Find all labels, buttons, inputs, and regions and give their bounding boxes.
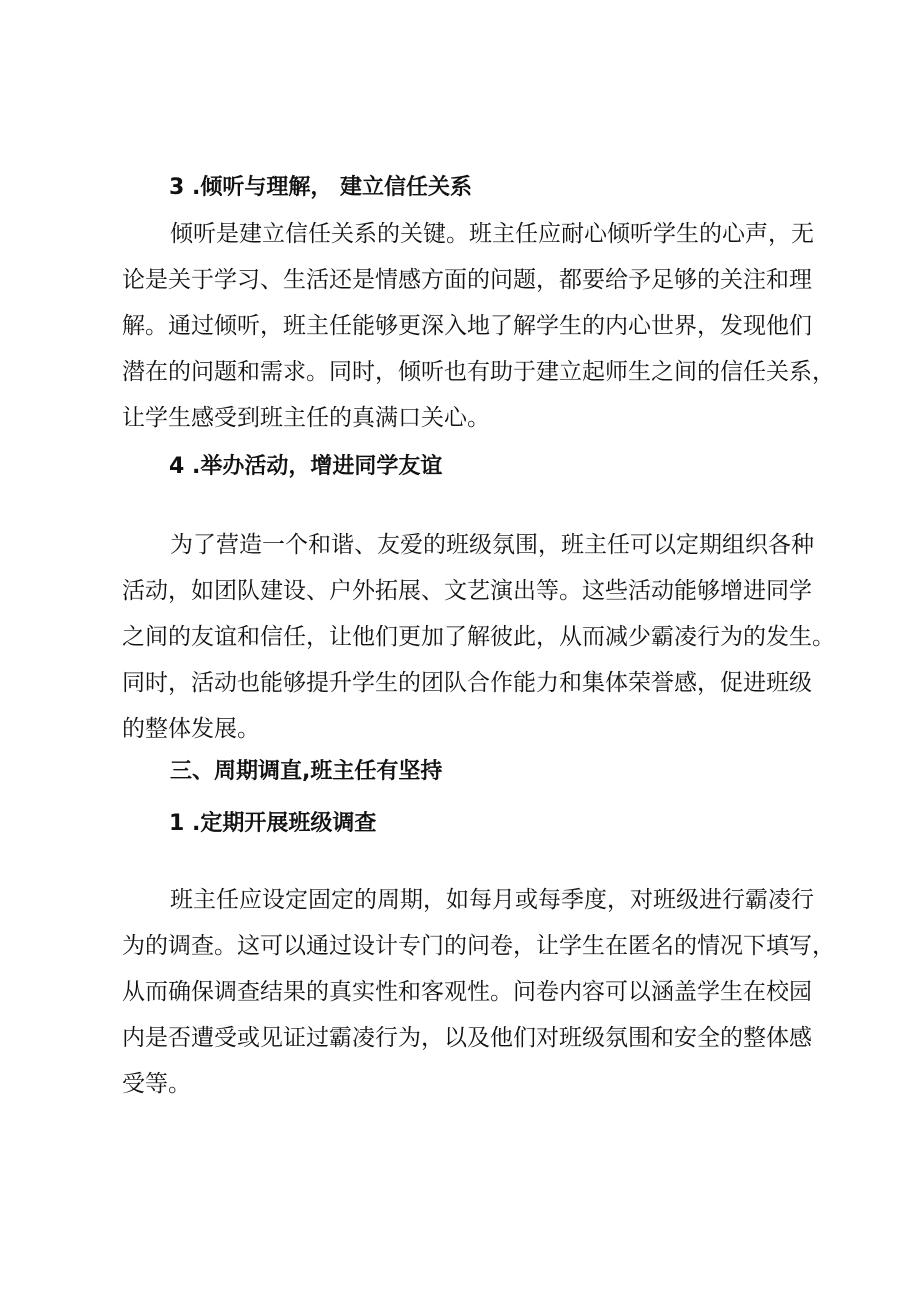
paragraph-line: 班主任应设定固定的周期，如每月或每季度，对班级进行霸凌行 (170, 887, 814, 913)
paragraph-line: 受等。 (122, 1071, 191, 1097)
section-heading-3: 3 .倾听与理解， 建立信任关系 (169, 175, 472, 200)
chapter-heading: 三、周期调直,班主任有坚持 (170, 759, 443, 784)
paragraph-line: 解。通过倾听，班主任能够更深入地了解学生的内心世界，发现他们 (122, 313, 812, 339)
paragraph-line: 的整体发展。 (122, 716, 260, 742)
paragraph-line: 活动，如团队建设、户外拓展、文艺演出等。这些活动能够增进同学 (122, 578, 812, 604)
paragraph-line: 内是否遭受或见证过霸凌行为，以及他们对班级氛围和安全的整体感 (122, 1025, 812, 1051)
paragraph-line: 同时，活动也能够提升学生的团队合作能力和集体荣誉感，促进班级 (122, 670, 812, 696)
paragraph-line: 论是关于学习、生活还是情感方面的问题，都要给予足够的关注和理 (122, 267, 812, 293)
paragraph-line: 为了营造一个和谐、友爱的班级氛围，班主任可以定期组织各种 (170, 532, 814, 558)
paragraph-line: 潜在的问题和需求。同时，倾听也有助于建立起师生之间的信任关系， (122, 359, 835, 385)
section-heading-4: 4 .举办活动，增进同学友谊 (169, 454, 443, 479)
section-heading-1: 1 .定期开展班级调查 (169, 811, 377, 836)
paragraph-line: 之间的友谊和信任，让他们更加了解彼此，从而减少霸凌行为的发生。 (122, 624, 835, 650)
paragraph-line: 为的调查。这可以通过设计专门的问卷，让学生在匿名的情况下填写， (122, 933, 835, 959)
paragraph-line: 从而确保调查结果的真实性和客观性。问卷内容可以涵盖学生在校园 (122, 979, 812, 1005)
paragraph-line: 倾听是建立信任关系的关键。班主任应耐心倾听学生的心声，无 (170, 221, 814, 247)
paragraph-line: 让学生感受到班主任的真满口关心。 (122, 405, 490, 431)
